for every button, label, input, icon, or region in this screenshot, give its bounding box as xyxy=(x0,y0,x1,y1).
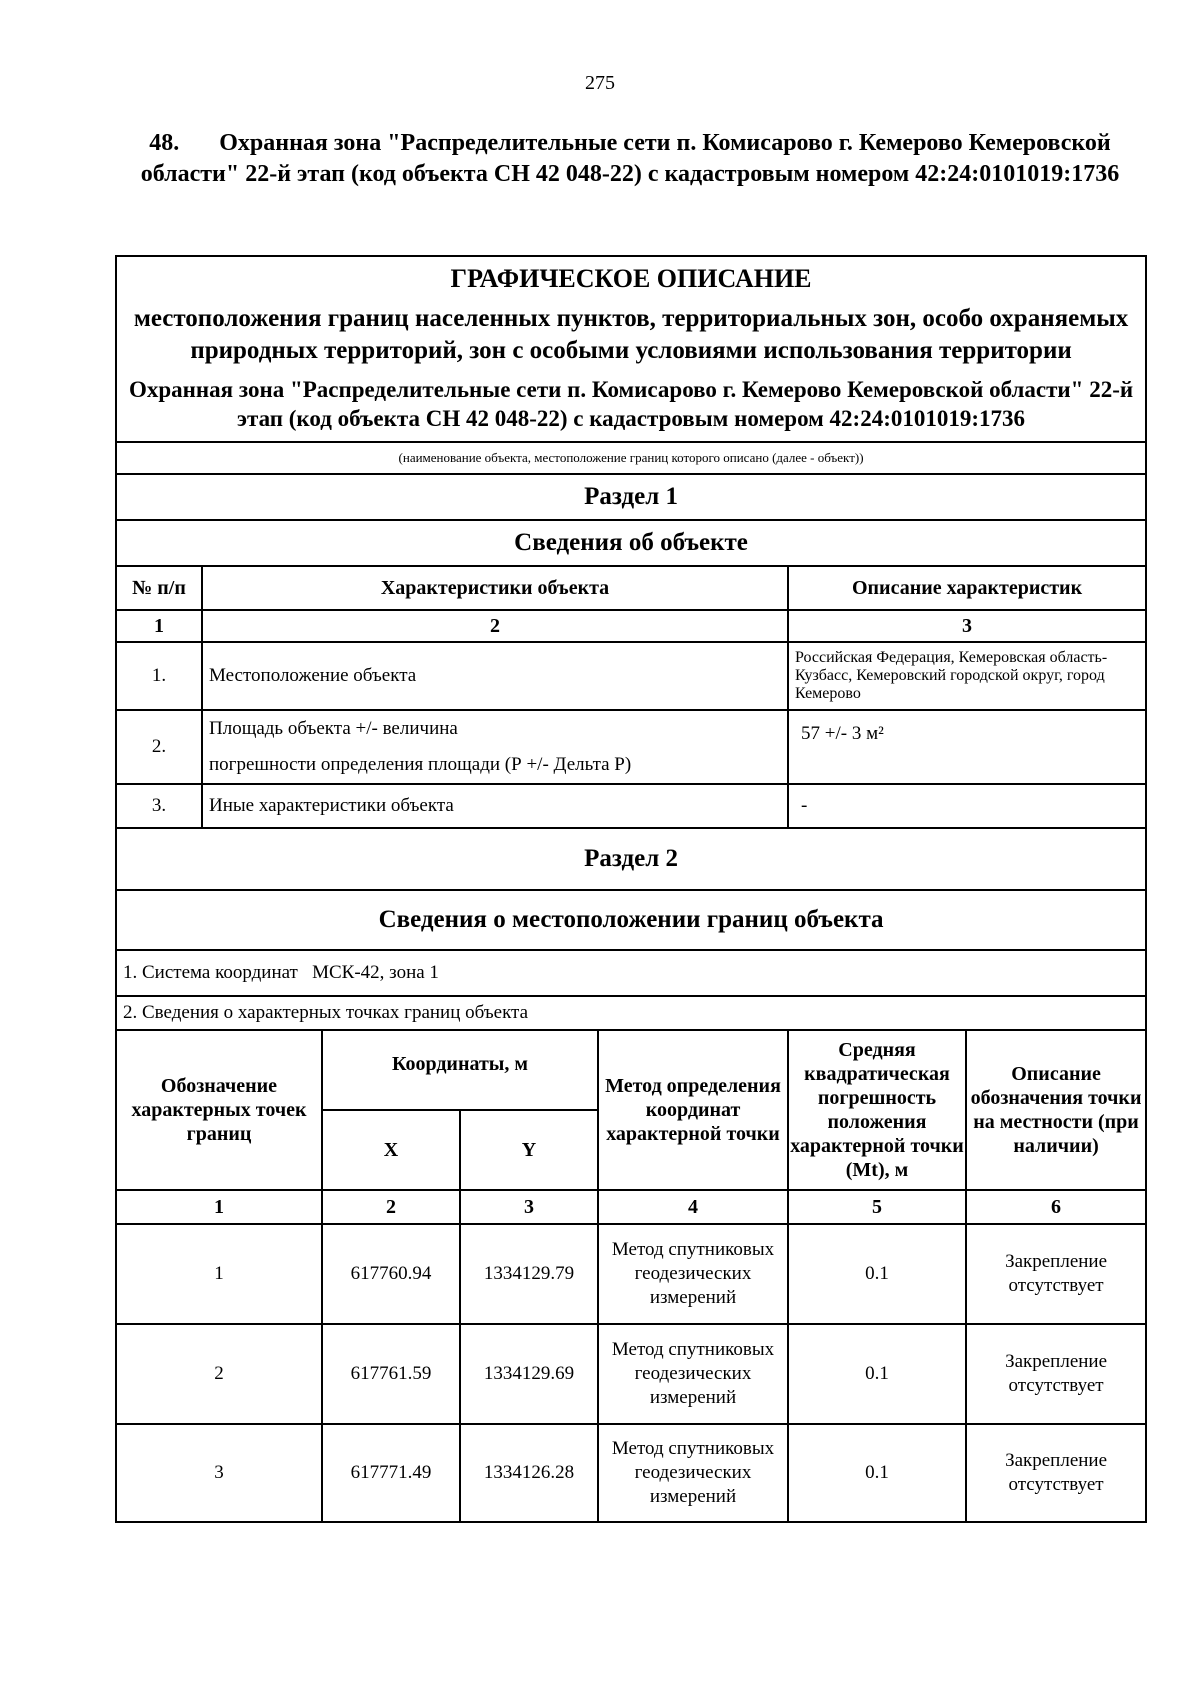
s2-header-description: Описание обозначения точки на местности (при наличии) xyxy=(966,1030,1146,1190)
point-y: 1334129.69 xyxy=(460,1324,598,1424)
title-block xyxy=(116,256,1146,442)
s2-colnum-2: 2 xyxy=(322,1190,460,1224)
point-y: 1334129.79 xyxy=(460,1224,598,1324)
s2-header-designation: Обозначение характерных точек границ xyxy=(116,1030,322,1190)
doc-title: ГРАФИЧЕСКОЕ ОПИСАНИЕ xyxy=(450,264,812,293)
point-desc: Закрепление отсутствует xyxy=(966,1224,1146,1324)
object-note: (наименование объекта, местоположение границ которого описано (далее - объект)) xyxy=(116,442,1146,474)
s2-header-x: X xyxy=(322,1110,460,1190)
s1-header-characteristic: Характеристики объекта xyxy=(202,566,788,610)
table-row xyxy=(116,1424,1146,1522)
s2-colnum-1: 1 xyxy=(116,1190,322,1224)
s1-row-num: 1. xyxy=(116,642,202,710)
s1-header-description: Описание характеристик xyxy=(788,566,1146,610)
heading-text: Охранная зона "Распределительные сети п. Комисарово г. Кемерово Кемеровской области" 22-й этап (код объекта СН 42 048-22) с кадастровым номером 42:24:0101019:1736 xyxy=(140,130,1120,187)
s1-row-num: 3. xyxy=(116,784,202,828)
s1-row-name: Иные характеристики объекта xyxy=(202,784,788,828)
point-method: Метод спутниковых геодезических измерений xyxy=(598,1224,788,1324)
point-x: 617761.59 xyxy=(322,1324,460,1424)
point-id: 1 xyxy=(116,1224,322,1324)
point-id: 2 xyxy=(116,1324,322,1424)
s1-colnum-3: 3 xyxy=(788,610,1146,642)
table-row xyxy=(116,1324,1146,1424)
document-heading xyxy=(110,128,1150,190)
s2-header-y: Y xyxy=(460,1110,598,1190)
point-id: 3 xyxy=(116,1424,322,1522)
point-x: 617771.49 xyxy=(322,1424,460,1522)
s1-row-value: Российская Федерация, Кемеровская область-Кузбасс, Кемеровский городской округ, город Кемерово xyxy=(788,642,1146,710)
s1-header-num: № п/п xyxy=(116,566,202,610)
table-row xyxy=(116,784,1146,828)
table-row xyxy=(116,710,1146,784)
points-label: 2. Сведения о характерных точках границ объекта xyxy=(116,996,1146,1030)
doc-subtitle: местоположения границ населенных пунктов, территориальных зон, особо охраняемых природных территорий, зон с особыми условиями использования территории xyxy=(133,305,1129,364)
point-mt: 0.1 xyxy=(788,1424,966,1522)
coord-system-row xyxy=(116,950,1146,996)
point-y: 1334126.28 xyxy=(460,1424,598,1522)
page-number: 275 xyxy=(585,72,615,94)
section1-label: Раздел 1 xyxy=(116,474,1146,520)
s1-row-name xyxy=(202,710,788,784)
table-row xyxy=(116,1224,1146,1324)
s1-colnum-2: 2 xyxy=(202,610,788,642)
s1-colnum-1: 1 xyxy=(116,610,202,642)
s1-row-name-line1: Площадь объекта +/- величина xyxy=(209,718,458,739)
s2-header-coords: Координаты, м xyxy=(322,1030,598,1110)
section1-title: Сведения об объекте xyxy=(116,520,1146,566)
s1-row-num: 2. xyxy=(116,710,202,784)
point-x: 617760.94 xyxy=(322,1224,460,1324)
object-name: Охранная зона "Распределительные сети п. Комисарово г. Кемерово Кемеровской области" 22-й этап (код объекта СН 42 048-22) с кадастровым номером 42:24:0101019:1736 xyxy=(128,377,1134,431)
s2-header-accuracy: Средняя квадратическая погрешность положения характерной точки (Mt), м xyxy=(788,1030,966,1190)
s2-colnum-6: 6 xyxy=(966,1190,1146,1224)
point-method: Метод спутниковых геодезических измерений xyxy=(598,1324,788,1424)
point-desc: Закрепление отсутствует xyxy=(966,1324,1146,1424)
s1-row-name: Местоположение объекта xyxy=(202,642,788,710)
point-method: Метод спутниковых геодезических измерений xyxy=(598,1424,788,1522)
section2-label: Раздел 2 xyxy=(116,828,1146,890)
s2-colnum-5: 5 xyxy=(788,1190,966,1224)
section2-title: Сведения о местоположении границ объекта xyxy=(116,890,1146,950)
coord-system-value: МСК-42, зона 1 xyxy=(312,962,439,983)
point-mt: 0.1 xyxy=(788,1224,966,1324)
s1-row-value: 57 +/- 3 м² xyxy=(788,710,1146,784)
table-row xyxy=(116,642,1146,710)
s2-colnum-4: 4 xyxy=(598,1190,788,1224)
point-mt: 0.1 xyxy=(788,1324,966,1424)
graphic-description-table xyxy=(115,255,1147,1523)
heading-number: 48. xyxy=(149,130,180,156)
point-desc: Закрепление отсутствует xyxy=(966,1424,1146,1522)
coord-system-label: 1. Система координат xyxy=(123,962,298,983)
s2-header-method: Метод определения координат характерной точки xyxy=(598,1030,788,1190)
s2-colnum-3: 3 xyxy=(460,1190,598,1224)
s1-row-value: - xyxy=(788,784,1146,828)
s1-row-name-line2: погрешности определения площади (Р +/- Дельта Р) xyxy=(209,754,632,775)
